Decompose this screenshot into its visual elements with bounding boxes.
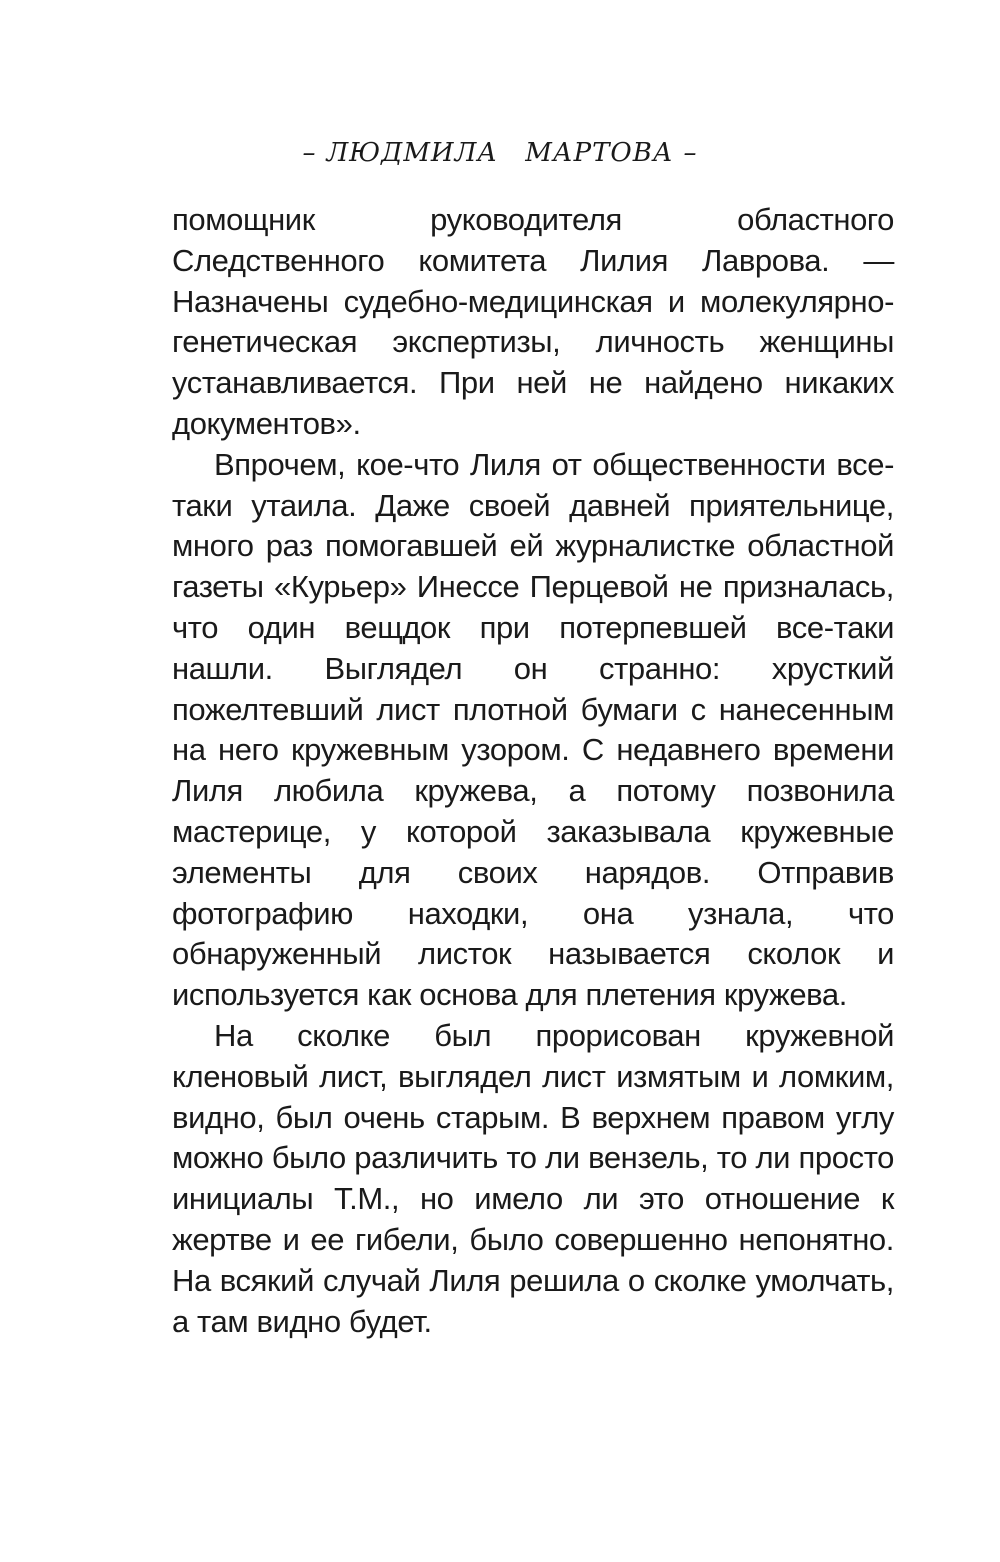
- running-head: [0, 138, 1000, 168]
- running-head-author: ЛЮДМИЛА МАРТОВА: [326, 138, 674, 168]
- paragraph: Впрочем, кое-что Лиля от общественности все-таки утаила. Даже своей давней приятельнице, много раз помогавшей ей журналистке областной газеты «Курьер» Инессе Перцевой не призналась, что один вещдок при потерпевшей все-таки нашли. Выглядел он странно: хрусткий пожелтевший лист плотной бумаги с нанесенным на него кружевным узором. С недавнего времени Лиля любила кружева, а потому позвонила мастерице, у которой заказывала кружевные элементы для своих нарядов. Отправив фотографию находки, она узнала, что обнаруженный листок называется сколок и используется как основа для плетения кружева.: [172, 446, 894, 1013]
- paragraph-continuation: помощник руководителя областного Следственного комитета Лилия Лаврова. — Назначены судебно-медицинская и молекулярно-генетическая экспертизы, личность женщины устанавливается. При ней не найдено никаких документов».: [172, 202, 894, 441]
- body-text: [172, 200, 894, 1342]
- paragraph: На сколке был прорисован кружевной кленовый лист, выглядел лист измятым и ломким, видно, был очень старым. В верхнем правом углу можно было различить то ли вензель, то ли просто инициалы Т.М., но имело ли это отношение к жертве и ее гибели, было совершенно непонятно. На всякий случай Лиля решила о сколке умолчать, а там видно будет.: [172, 1017, 894, 1339]
- running-head-dash-right: –: [683, 138, 698, 168]
- running-head-dash-left: –: [302, 138, 317, 168]
